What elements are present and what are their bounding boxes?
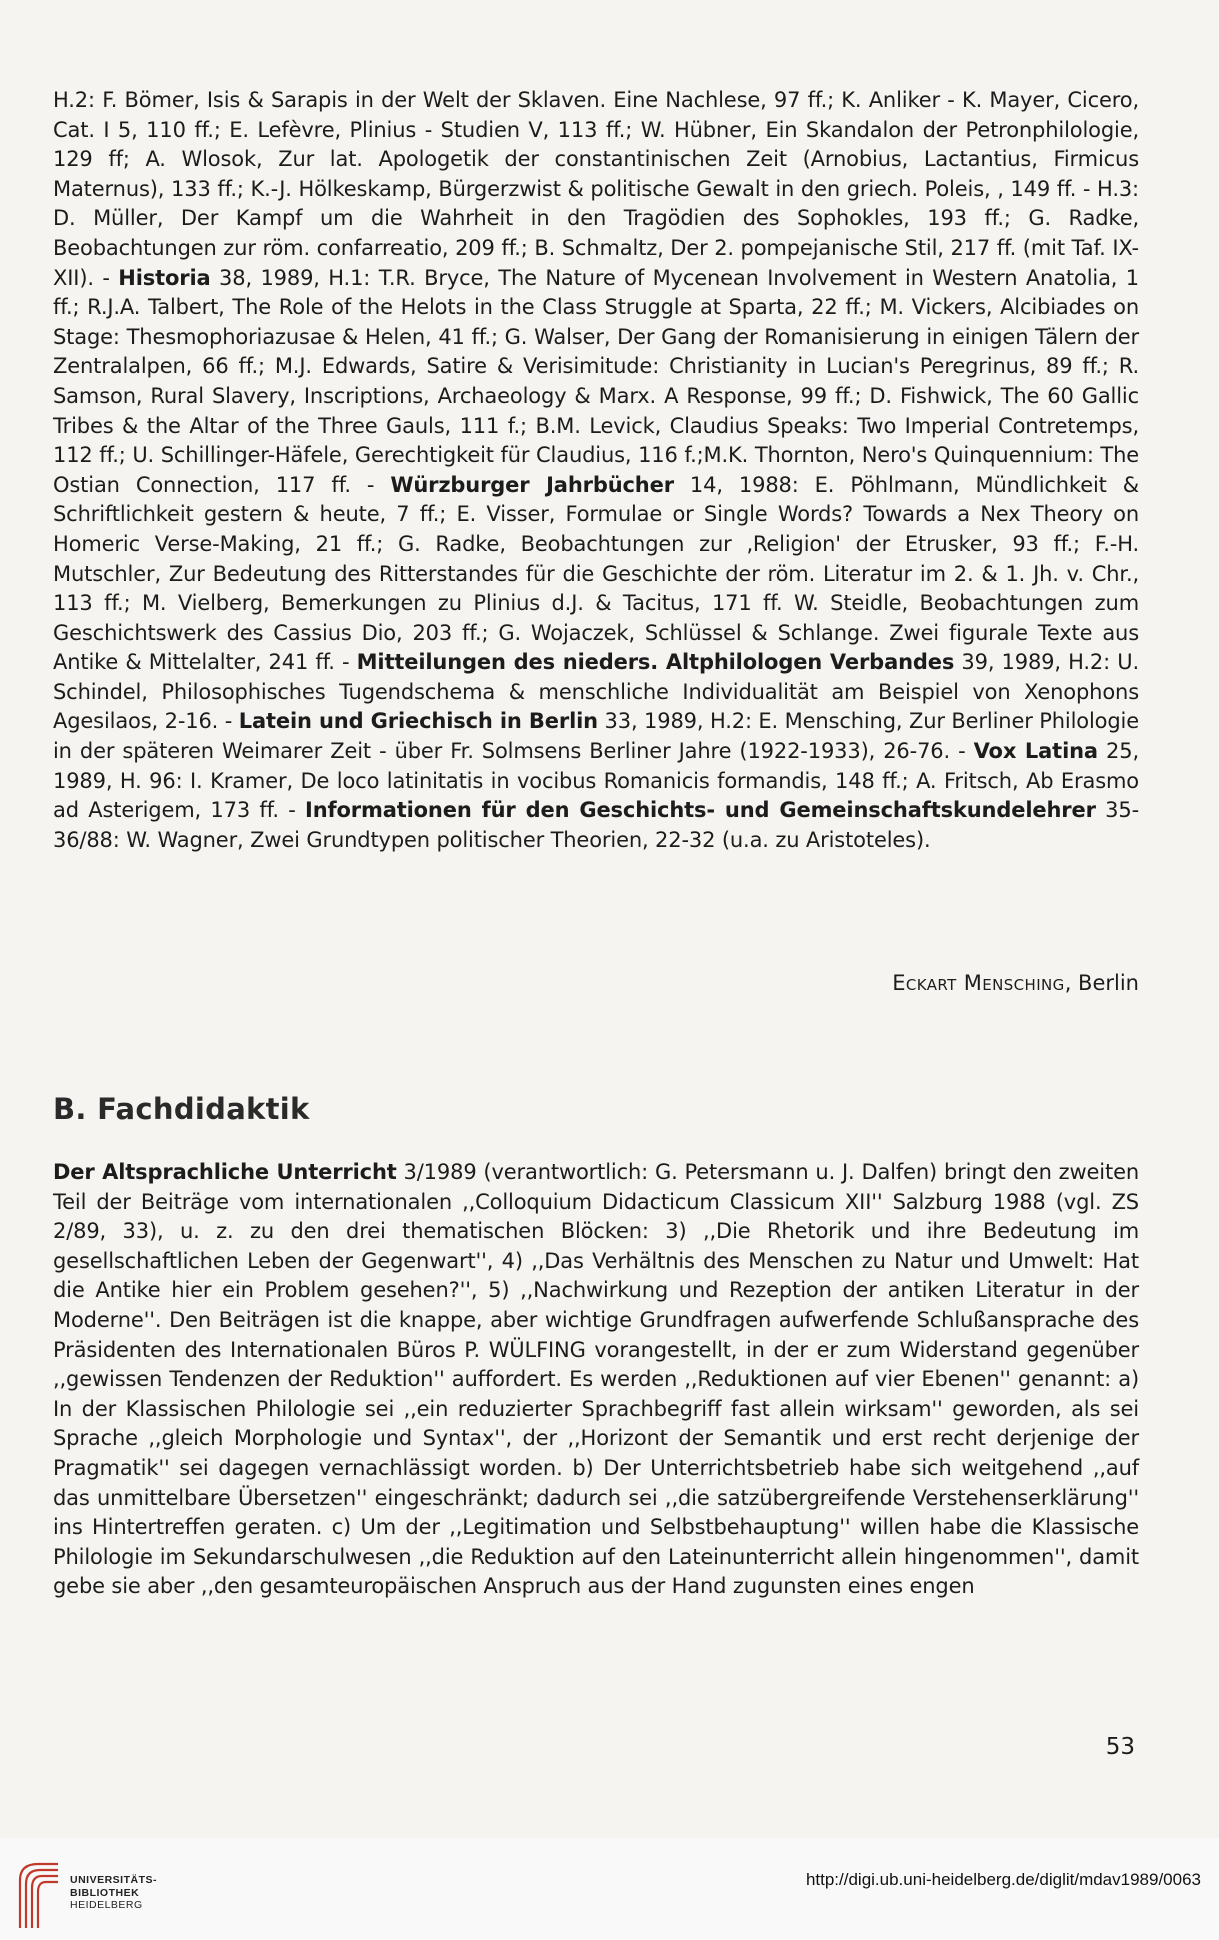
journal-title-mitteilungen: Mitteilungen des nieders. Altphilologen Verbandes: [356, 650, 955, 675]
journal-title-latein-griechisch: Latein und Griechisch in Berlin: [238, 709, 598, 734]
fachdidaktik-paragraph: [53, 1158, 1139, 1602]
journal-title-historia: Historia: [118, 265, 211, 290]
text-run: 33, 1989, H.2: E. Mensching, Zur Berliner Philologie in der späteren Weimarer Zeit - über Fr. Solmsens Berliner Jahre (1922-1933), 26-76. -: [53, 709, 1140, 764]
logo-line: UNIVERSITÄTS-: [70, 1874, 158, 1886]
bibliography-paragraph: [53, 86, 1139, 855]
author-signature: [892, 968, 1139, 998]
text-run: H.2: F. Bömer, Isis & Sarapis in der Welt der Sklaven. Eine Nachlese, 97 ff.; K. Anliker - K. Mayer, Cicero, Cat. I 5, 110 ff.; E. Lefèvre, Plinius - Studien V, 113 ff.; W. Hübner, Ein Skandalon der Petronphilologie, 129 ff; A. Wlosok, Zur lat. Apologetik der constantinischen Zeit (Arnobius, Lactantius, Firmicus Maternus), 133 ff.; K.-J. Hölkeskamp, Bürgerzwist & politische Gewalt in den griech. Poleis, , 149 ff. - H.3: D. Müller, Der Kampf um die Wahrheit in den Tragödien des Sophokles, 193 ff.; G. Radke, Beobachtungen zur röm. confarreatio, 209 ff.; B. Schmaltz, Der 2. pompejanische Stil, 217 ff. (mit Taf. IX-XII). -: [53, 88, 1139, 290]
journal-title-wuerzburger: Würzburger Jahrbücher: [390, 472, 674, 497]
text-run: 39, 1989, H.2: U. Schindel, Philosophisches Tugendschema & menschliche Individualität am Beispiel von Xenophons Agesilaos, 2-16. -: [53, 650, 1139, 734]
journal-title-informationen: Informationen für den Geschichts- und Gemeinschaftskundelehrer: [305, 798, 1096, 823]
logo-line: BIBLIOTHEK: [70, 1886, 140, 1899]
permalink-url[interactable]: http://digi.ub.uni-heidelberg.de/diglit/mdav1989/0063: [805, 1870, 1201, 1889]
page-number: 53: [1105, 1734, 1135, 1760]
text-run: 35-36/88: W. Wagner, Zwei Grundtypen politischer Theorien, 22-32 (u.a. zu Aristoteles).: [53, 798, 1139, 852]
library-logo-icon: [12, 1858, 64, 1930]
text-run: 25, 1989, H. 96: I. Kramer, De loco latinitatis in vocibus Romanicis formandis, 148 ff.; A. Fritsch, Ab Erasmo ad Asterigem, 173 ff. -: [53, 739, 1139, 823]
journal-title-altsprachliche: Der Altsprachliche Unterricht: [53, 1160, 397, 1184]
text-run: 14, 1988: E. Pöhlmann, Mündlichkeit & Schriftlichkeit gestern & heute, 7 ff.; E. Visser, Formulae or Single Words? Towards a Nex Theory on Homeric Verse-Making, 21 ff.; G. Radke, Beobachtungen zur ‚Religion' der Etrusker, 93 ff.; F.-H. Mutschler, Zur Bedeutung des Ritterstandes für die Geschichte der röm. Literatur im 2. & 1. Jh. v. Chr., 113 ff.; M. Vielberg, Bemerkungen zu Plinius d.J. & Tacitus, 171 ff. W. Steidle, Beobachtungen zum Geschichtswerk des Cassius Dio, 203 ff.; G. Wojaczek, Schlüssel & Schlange. Zwei figurale Texte aus Antike & Mittelalter, 241 ff. -: [53, 472, 1139, 675]
logo-line: HEIDELBERG: [70, 1899, 143, 1911]
library-logo-text: [70, 1874, 157, 1912]
journal-title-vox-latina: Vox Latina: [973, 739, 1098, 764]
author-city: , Berlin: [1064, 971, 1139, 995]
section-heading: B. Fachdidaktik: [53, 1092, 310, 1126]
digitization-footer: [0, 1838, 1219, 1940]
text-run: 3/1989 (verantwortlich: G. Petersmann u. J. Dalfen) bringt den zweiten Teil der Beiträge vom internationalen ,,Colloquium Didacticum Classicum XII'' Salzburg 1988 (vgl. ZS 2/89, 33), u. z. zu den drei thematischen Blöcken: 3) ,,Die Rhetorik und ihre Bedeutung im gesellschaftlichen Leben der Gegenwart'', 4) ,,Das Verhältnis des Menschen zu Natur und Umwelt: Hat die Antike hier ein Problem gesehen?'', 5) ,,Nachwirkung und Rezeption der antiken Literatur in der Moderne''. Den Beiträgen ist die knappe, aber wichtige Grundfragen aufwerfende Schlußansprache des Präsidenten des Internationalen Büros P. WÜLFING vorangestellt, in der er zum Widerstand gegenüber ,,gewissen Tendenzen der Reduktion'' auffordert. Es werden ,,Reduktionen auf vier Ebenen'' genannt: a) In der Klassischen Philologie sei ,,ein reduzierter Sprachbegriff fast allein wirksam'' geworden, als sei Sprache ,,gleich Morphologie und Syntax'', der ,,Horizont der Semantik und erst recht derjenige der Pragmatik'' sei dagegen vernachlässigt worden. b) Der Unterrichtsbetrieb habe sich weitgehend ,,auf das unmittelbare Übersetzen'' eingeschränkt; dadurch sei ,,die satzübergreifende Verstehenserklärung'' ins Hintertreffen geraten. c) Um der ,,Legitimation und Selbstbehauptung'' willen habe die Klassische Philologie im Sekundarschulwesen ,,die Reduktion auf den Lateinunterricht allein hingenommen'', damit gebe sie aber ,,den gesamteuropäischen Anspruch aus der Hand zugunsten eines engen: [53, 1160, 1139, 1599]
author-name: Eckart Mensching: [892, 971, 1065, 995]
text-run: 38, 1989, H.1: T.R. Bryce, The Nature of Mycenean Involvement in Western Anatolia, 1 ff.; R.J.A. Talbert, The Role of the Helots in the Class Struggle at Sparta, 22 ff.; M. Vickers, Alcibiades on Stage: Thesmophoriazusae & Helen, 41 ff.; G. Walser, Der Gang der Romanisierung in einigen Tälern der Zentralalpen, 66 ff.; M.J. Edwards, Satire & Verisimitude: Christianity in Lucian's Peregrinus, 89 ff.; R. Samson, Rural Slavery, Inscriptions, Archaeology & Marx. A Response, 99 ff.; D. Fishwick, The 60 Gallic Tribes & the Altar of the Three Gauls, 111 f.; B.M. Levick, Claudius Speaks: Two Imperial Contretemps, 112 ff.; U. Schillinger-Häfele, Gerechtigkeit für Claudius, 116 f.;M.K. Thornton, Nero's Quinquennium: The Ostian Connection, 117 ff. -: [53, 265, 1140, 497]
